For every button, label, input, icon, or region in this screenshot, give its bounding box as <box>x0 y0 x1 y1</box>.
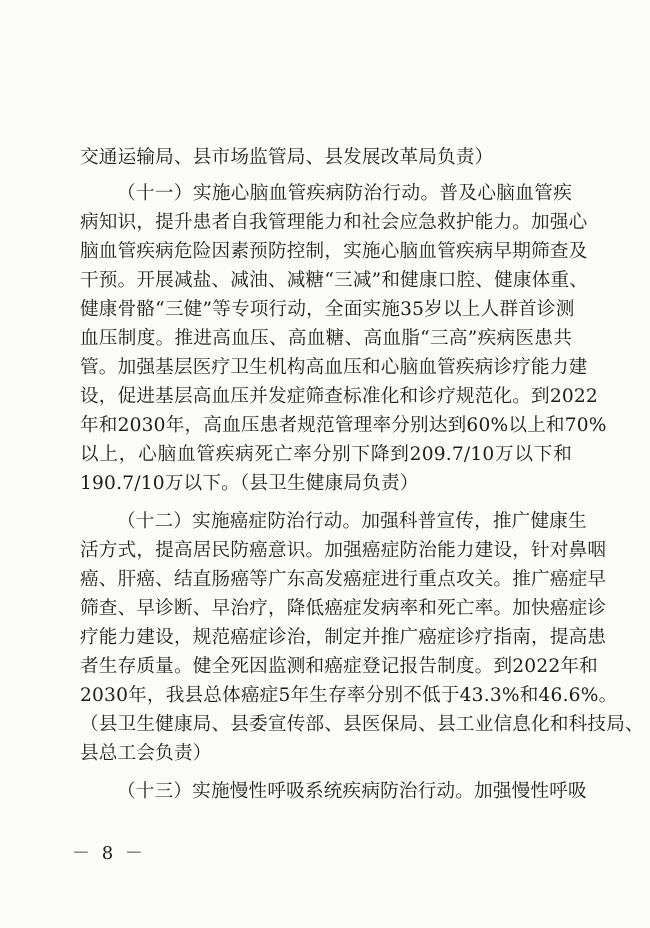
text-line: 年和2030年，高血压患者规范管理率分别达到60%以上和70% <box>80 415 607 436</box>
text-line: 2030年，我县总体癌症5年生存率分别不低于43.3%和46.6%。 <box>80 685 618 706</box>
text-line: 者生存质量。健全死因监测和癌症登记报告制度。到2022年和 <box>80 656 598 677</box>
text-line: 健康骨骼“三健”等专项行动，全面实施35岁以上人群首诊测 <box>80 299 575 320</box>
text-line: 管。加强基层医疗卫生机构高血压和心脑血管疾病诊疗能力建 <box>80 357 588 378</box>
text-line: 县总工会负责） <box>80 743 212 764</box>
page-number: － 8 － <box>72 843 146 864</box>
text-line: 设，促进基层高血压并发症筛查标准化和诊疗规范化。到2022 <box>80 386 598 407</box>
text-line: 脑血管疾病危险因素预防控制，实施心脑血管疾病早期筛查及 <box>80 241 588 262</box>
section-heading-11: （十一）实施心脑血管疾病防治行动。普及心脑血管疾 <box>117 183 572 204</box>
text-line: 交通运输局、县市场监管局、县发展改革局负责） <box>80 147 494 168</box>
text-line: （县卫生健康局、县委宣传部、县医保局、县工业信息化和科技局、 <box>80 714 644 735</box>
text-line: 病知识，提升患者自我管理能力和社会应急救护能力。加强心 <box>80 212 588 233</box>
section-heading-12: （十二）实施癌症防治行动。加强科普宣传，推广健康生 <box>117 511 587 532</box>
text-line: 干预。开展减盐、减油、减糖“三减”和健康口腔、健康体重、 <box>80 270 589 291</box>
section-heading-13: （十三）实施慢性呼吸系统疾病防治行动。加强慢性呼吸 <box>117 781 587 802</box>
text-line: 以上，心脑血管疾病死亡率分别下降到209.7/10万以下和 <box>80 444 572 465</box>
text-line: 筛查、早诊断、早治疗，降低癌症发病率和死亡率。加快癌症诊 <box>80 598 607 619</box>
text-line: 血压制度。推进高血压、高血糖、高血脂“三高”疾病医患共 <box>80 328 572 349</box>
text-line: 190.7/10万以下。（县卫生健康局负责） <box>80 473 419 494</box>
text-line: 活方式，提高居民防癌意识。加强癌症防治能力建设，针对鼻咽 <box>80 540 607 561</box>
text-line: 疗能力建设，规范癌症诊治，制定并推广癌症诊疗指南，提高患 <box>80 627 607 648</box>
text-line: 癌、肝癌、结直肠癌等广东高发癌症进行重点攻关。推广癌症早 <box>80 569 607 590</box>
